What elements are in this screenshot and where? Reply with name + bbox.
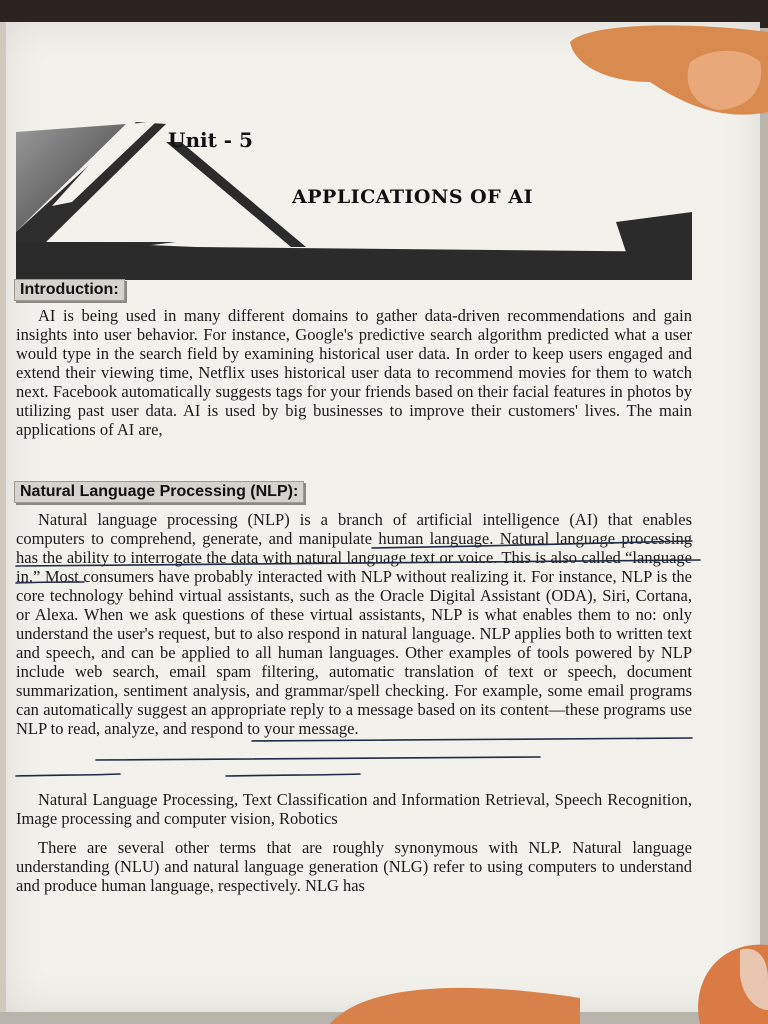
banner-right-cap [616, 212, 692, 252]
nlp-paragraph-2: Natural Language Processing, Text Classification and Information Retrieval, Speech Recognition, Image processing and computer vision, Robotics [16, 790, 692, 828]
finger-bottom-center [330, 968, 580, 1024]
unit-label: Unit - 5 [168, 128, 253, 152]
nlp-paragraph-1: Natural language processing (NLP) is a branch of artificial intelligence (AI) that enables computers to comprehend, generate, and manipulate human language. Natural language processing has the ability to interrogate the data with natural language text or voice. This is also called “language in.” Most consumers have probably interacted with NLP without realizing it. For instance, NLP is the core technology behind virtual assistants, such as the Oracle Digital Assistant (ODA), Siri, Cortana, or Alexa. When we ask questions of these virtual assistants, NLP is what enables them to no: only understand the user's request, but to also respond in natural language. NLP applies both to written text and speech, and can be applied to all human languages. Other examples of tools powered by NLP include web search, email spam filtering, automatic translation of text or speech, document summarization, sentiment analysis, and grammar/spell checking. For example, some email programs can automatically suggest an appropriate reply to a message based on its content—these programs use NLP to read, analyze, and respond to your message. [16, 510, 692, 738]
finger-top-right [570, 22, 768, 122]
nlp-paragraph-3: There are several other terms that are roughly synonymous with NLP. Natural language understanding (NLU) and natural language generation (NLG) refer to using computers to understand and produce human language, respectively. NLG has [16, 838, 692, 895]
introduction-heading: Introduction: [14, 279, 125, 301]
nlp-heading: Natural Language Processing (NLP): [14, 481, 304, 503]
banner-base-band [16, 242, 692, 280]
introduction-paragraph: AI is being used in many different domains to gather data-driven recommendations and gain insights into user behavior. For instance, Google's predictive search algorithm predicted what a user would type in the search field by examining historical user data. In order to keep users engaged and extend their viewing time, Netflix uses historical user data to recommend movies for them to watch next. Facebook automatically suggests tags for your friends based on their facial features in photos by utilizing past user data. AI is used by big businesses to improve their customers' lives. The main applications of AI are, [16, 306, 692, 439]
finger-bottom-right [690, 940, 768, 1024]
chapter-title: APPLICATIONS OF AI [292, 186, 533, 208]
banner-stripe [166, 142, 306, 247]
page-edge [0, 22, 6, 1012]
